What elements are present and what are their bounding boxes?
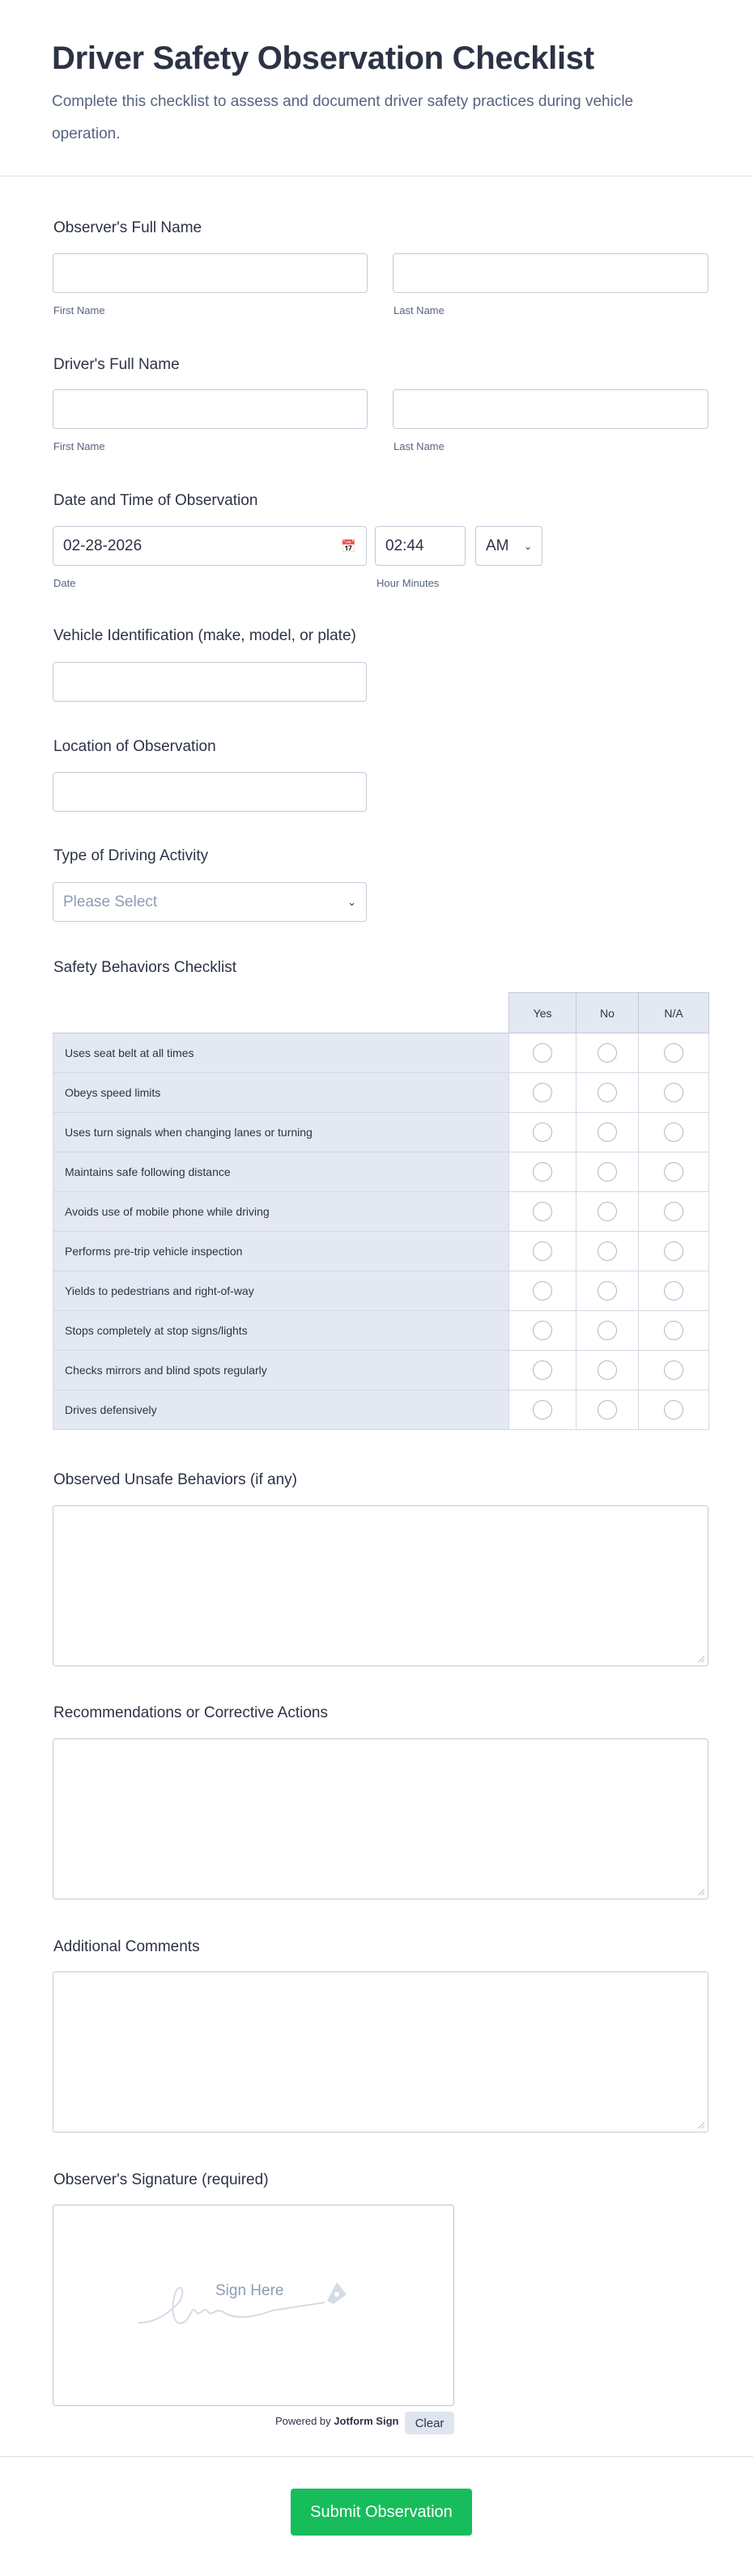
checklist-label: Safety Behaviors Checklist (53, 959, 236, 976)
activity-label: Type of Driving Activity (53, 847, 209, 864)
matrix-cell-no (576, 1351, 639, 1390)
ampm-value: AM (486, 537, 509, 554)
radio-yes[interactable] (533, 1360, 552, 1380)
matrix-cell-yes (509, 1192, 576, 1232)
radio-na[interactable] (664, 1241, 683, 1261)
recommendations-textarea[interactable] (53, 1738, 708, 1899)
column-no: No (576, 993, 639, 1033)
observer-name-label: Observer's Full Name (53, 219, 202, 236)
matrix-row (53, 1232, 709, 1271)
time-sublabel: Hour Minutes (376, 577, 440, 589)
matrix-row (53, 1073, 709, 1113)
matrix-cell-na (639, 1192, 709, 1232)
matrix-row (53, 1271, 709, 1311)
matrix-row (53, 1192, 709, 1232)
calendar-icon[interactable]: 📅 (341, 539, 356, 554)
radio-yes[interactable] (533, 1122, 552, 1142)
matrix-corner (53, 993, 509, 1033)
matrix-cell-na (639, 1073, 709, 1113)
activity-placeholder: Please Select (63, 893, 158, 910)
chevron-down-icon: ⌄ (523, 540, 532, 552)
sign-here-placeholder: Sign Here (215, 2282, 284, 2299)
matrix-cell-yes (509, 1113, 576, 1152)
comments-textarea[interactable] (53, 1971, 708, 2133)
time-input[interactable]: 02:44 (375, 526, 466, 566)
matrix-cell-yes (509, 1152, 576, 1192)
location-input[interactable] (53, 772, 367, 812)
matrix-row-label: Checks mirrors and blind spots regularly (53, 1351, 509, 1390)
signature-label: Observer's Signature (required) (53, 2171, 269, 2188)
matrix-row (53, 1351, 709, 1390)
matrix-cell-na (639, 1033, 709, 1073)
matrix-cell-no (576, 1192, 639, 1232)
footer-divider (0, 2456, 753, 2457)
powered-by (275, 2415, 398, 2427)
recommendations-label: Recommendations or Corrective Actions (53, 1704, 328, 1721)
radio-yes[interactable] (533, 1321, 552, 1340)
unsafe-textarea[interactable] (53, 1505, 708, 1666)
radio-no[interactable] (598, 1162, 617, 1182)
matrix-row-label: Performs pre-trip vehicle inspection (53, 1232, 509, 1271)
matrix-cell-no (576, 1033, 639, 1073)
radio-no[interactable] (598, 1122, 617, 1142)
matrix-cell-na (639, 1232, 709, 1271)
radio-no[interactable] (598, 1400, 617, 1420)
matrix-cell-no (576, 1271, 639, 1311)
powered-brand[interactable]: Jotform Sign (334, 2415, 399, 2427)
matrix-row (53, 1113, 709, 1152)
matrix-row-label: Yields to pedestrians and right-of-way (53, 1271, 509, 1311)
matrix-cell-yes (509, 1311, 576, 1351)
observer-last-sublabel: Last Name (394, 304, 445, 316)
matrix-row (53, 1311, 709, 1351)
radio-na[interactable] (664, 1043, 683, 1063)
radio-yes[interactable] (533, 1043, 552, 1063)
matrix-row-label: Drives defensively (53, 1390, 509, 1430)
datetime-label: Date and Time of Observation (53, 492, 258, 509)
driver-first-name-input[interactable] (53, 389, 368, 429)
powered-prefix: Powered by (275, 2415, 331, 2427)
page-title: Driver Safety Observation Checklist (52, 40, 594, 76)
ampm-select[interactable] (475, 526, 542, 566)
radio-yes[interactable] (533, 1162, 552, 1182)
location-label: Location of Observation (53, 738, 216, 755)
date-value: 02-28-2026 (63, 537, 143, 554)
radio-no[interactable] (598, 1281, 617, 1301)
driver-name-label: Driver's Full Name (53, 356, 180, 373)
matrix-cell-na (639, 1113, 709, 1152)
driver-last-name-input[interactable] (393, 389, 708, 429)
driver-last-sublabel: Last Name (394, 440, 445, 452)
matrix-cell-yes (509, 1073, 576, 1113)
matrix-cell-yes (509, 1390, 576, 1430)
vehicle-input[interactable] (53, 662, 367, 702)
matrix-cell-na (639, 1152, 709, 1192)
radio-na[interactable] (664, 1083, 683, 1102)
resize-handle-icon[interactable] (698, 1656, 704, 1662)
matrix-cell-na (639, 1390, 709, 1430)
radio-no[interactable] (598, 1321, 617, 1340)
matrix-cell-yes (509, 1232, 576, 1271)
matrix-cell-no (576, 1073, 639, 1113)
observer-first-sublabel: First Name (53, 304, 105, 316)
matrix-cell-na (639, 1271, 709, 1311)
matrix-cell-no (576, 1390, 639, 1430)
radio-yes[interactable] (533, 1083, 552, 1102)
radio-na[interactable] (664, 1162, 683, 1182)
radio-na[interactable] (664, 1400, 683, 1420)
observer-first-name-input[interactable] (53, 253, 368, 293)
matrix-row-label: Uses seat belt at all times (53, 1033, 509, 1073)
matrix-cell-yes (509, 1271, 576, 1311)
date-input[interactable] (53, 526, 367, 566)
radio-no[interactable] (598, 1043, 617, 1063)
resize-handle-icon[interactable] (698, 1889, 704, 1895)
resize-handle-icon[interactable] (698, 2122, 704, 2128)
radio-no[interactable] (598, 1360, 617, 1380)
radio-na[interactable] (664, 1202, 683, 1221)
clear-signature-button[interactable]: Clear (405, 2412, 454, 2434)
date-sublabel: Date (53, 577, 76, 589)
chevron-down-icon: ⌄ (347, 895, 356, 908)
driver-first-sublabel: First Name (53, 440, 105, 452)
unsafe-label: Observed Unsafe Behaviors (if any) (53, 1471, 297, 1488)
radio-na[interactable] (664, 1281, 683, 1301)
matrix-cell-yes (509, 1351, 576, 1390)
signature-frame[interactable] (53, 2205, 454, 2406)
column-na: N/A (639, 993, 709, 1033)
radio-no[interactable] (598, 1083, 617, 1102)
submit-button[interactable]: Submit Observation (291, 2489, 472, 2536)
activity-select[interactable] (53, 882, 367, 922)
radio-yes[interactable] (533, 1400, 552, 1420)
comments-label: Additional Comments (53, 1938, 200, 1955)
radio-na[interactable] (664, 1122, 683, 1142)
matrix-row (53, 1033, 709, 1073)
matrix-row-label: Uses turn signals when changing lanes or turning (53, 1113, 509, 1152)
matrix-cell-na (639, 1311, 709, 1351)
matrix-row (53, 1152, 709, 1192)
matrix-row-label: Maintains safe following distance (53, 1152, 509, 1192)
page-subtitle: Complete this checklist to assess and document driver safety practices during vehicle operation. (52, 93, 634, 142)
radio-yes[interactable] (533, 1202, 552, 1221)
signature-scribble-icon (134, 2278, 369, 2327)
vehicle-label: Vehicle Identification (make, model, or plate) (53, 627, 356, 644)
radio-na[interactable] (664, 1360, 683, 1380)
matrix-cell-no (576, 1232, 639, 1271)
safety-matrix (53, 992, 709, 1430)
matrix-row-label: Avoids use of mobile phone while driving (53, 1192, 509, 1232)
radio-yes[interactable] (533, 1241, 552, 1261)
matrix-cell-no (576, 1113, 639, 1152)
matrix-row (53, 1390, 709, 1430)
matrix-row-label: Stops completely at stop signs/lights (53, 1311, 509, 1351)
matrix-cell-yes (509, 1033, 576, 1073)
column-yes: Yes (509, 993, 576, 1033)
matrix-cell-no (576, 1311, 639, 1351)
observer-last-name-input[interactable] (393, 253, 708, 293)
radio-no[interactable] (598, 1202, 617, 1221)
radio-no[interactable] (598, 1241, 617, 1261)
matrix-cell-na (639, 1351, 709, 1390)
radio-yes[interactable] (533, 1281, 552, 1301)
matrix-row-label: Obeys speed limits (53, 1073, 509, 1113)
matrix-cell-no (576, 1152, 639, 1192)
radio-na[interactable] (664, 1321, 683, 1340)
